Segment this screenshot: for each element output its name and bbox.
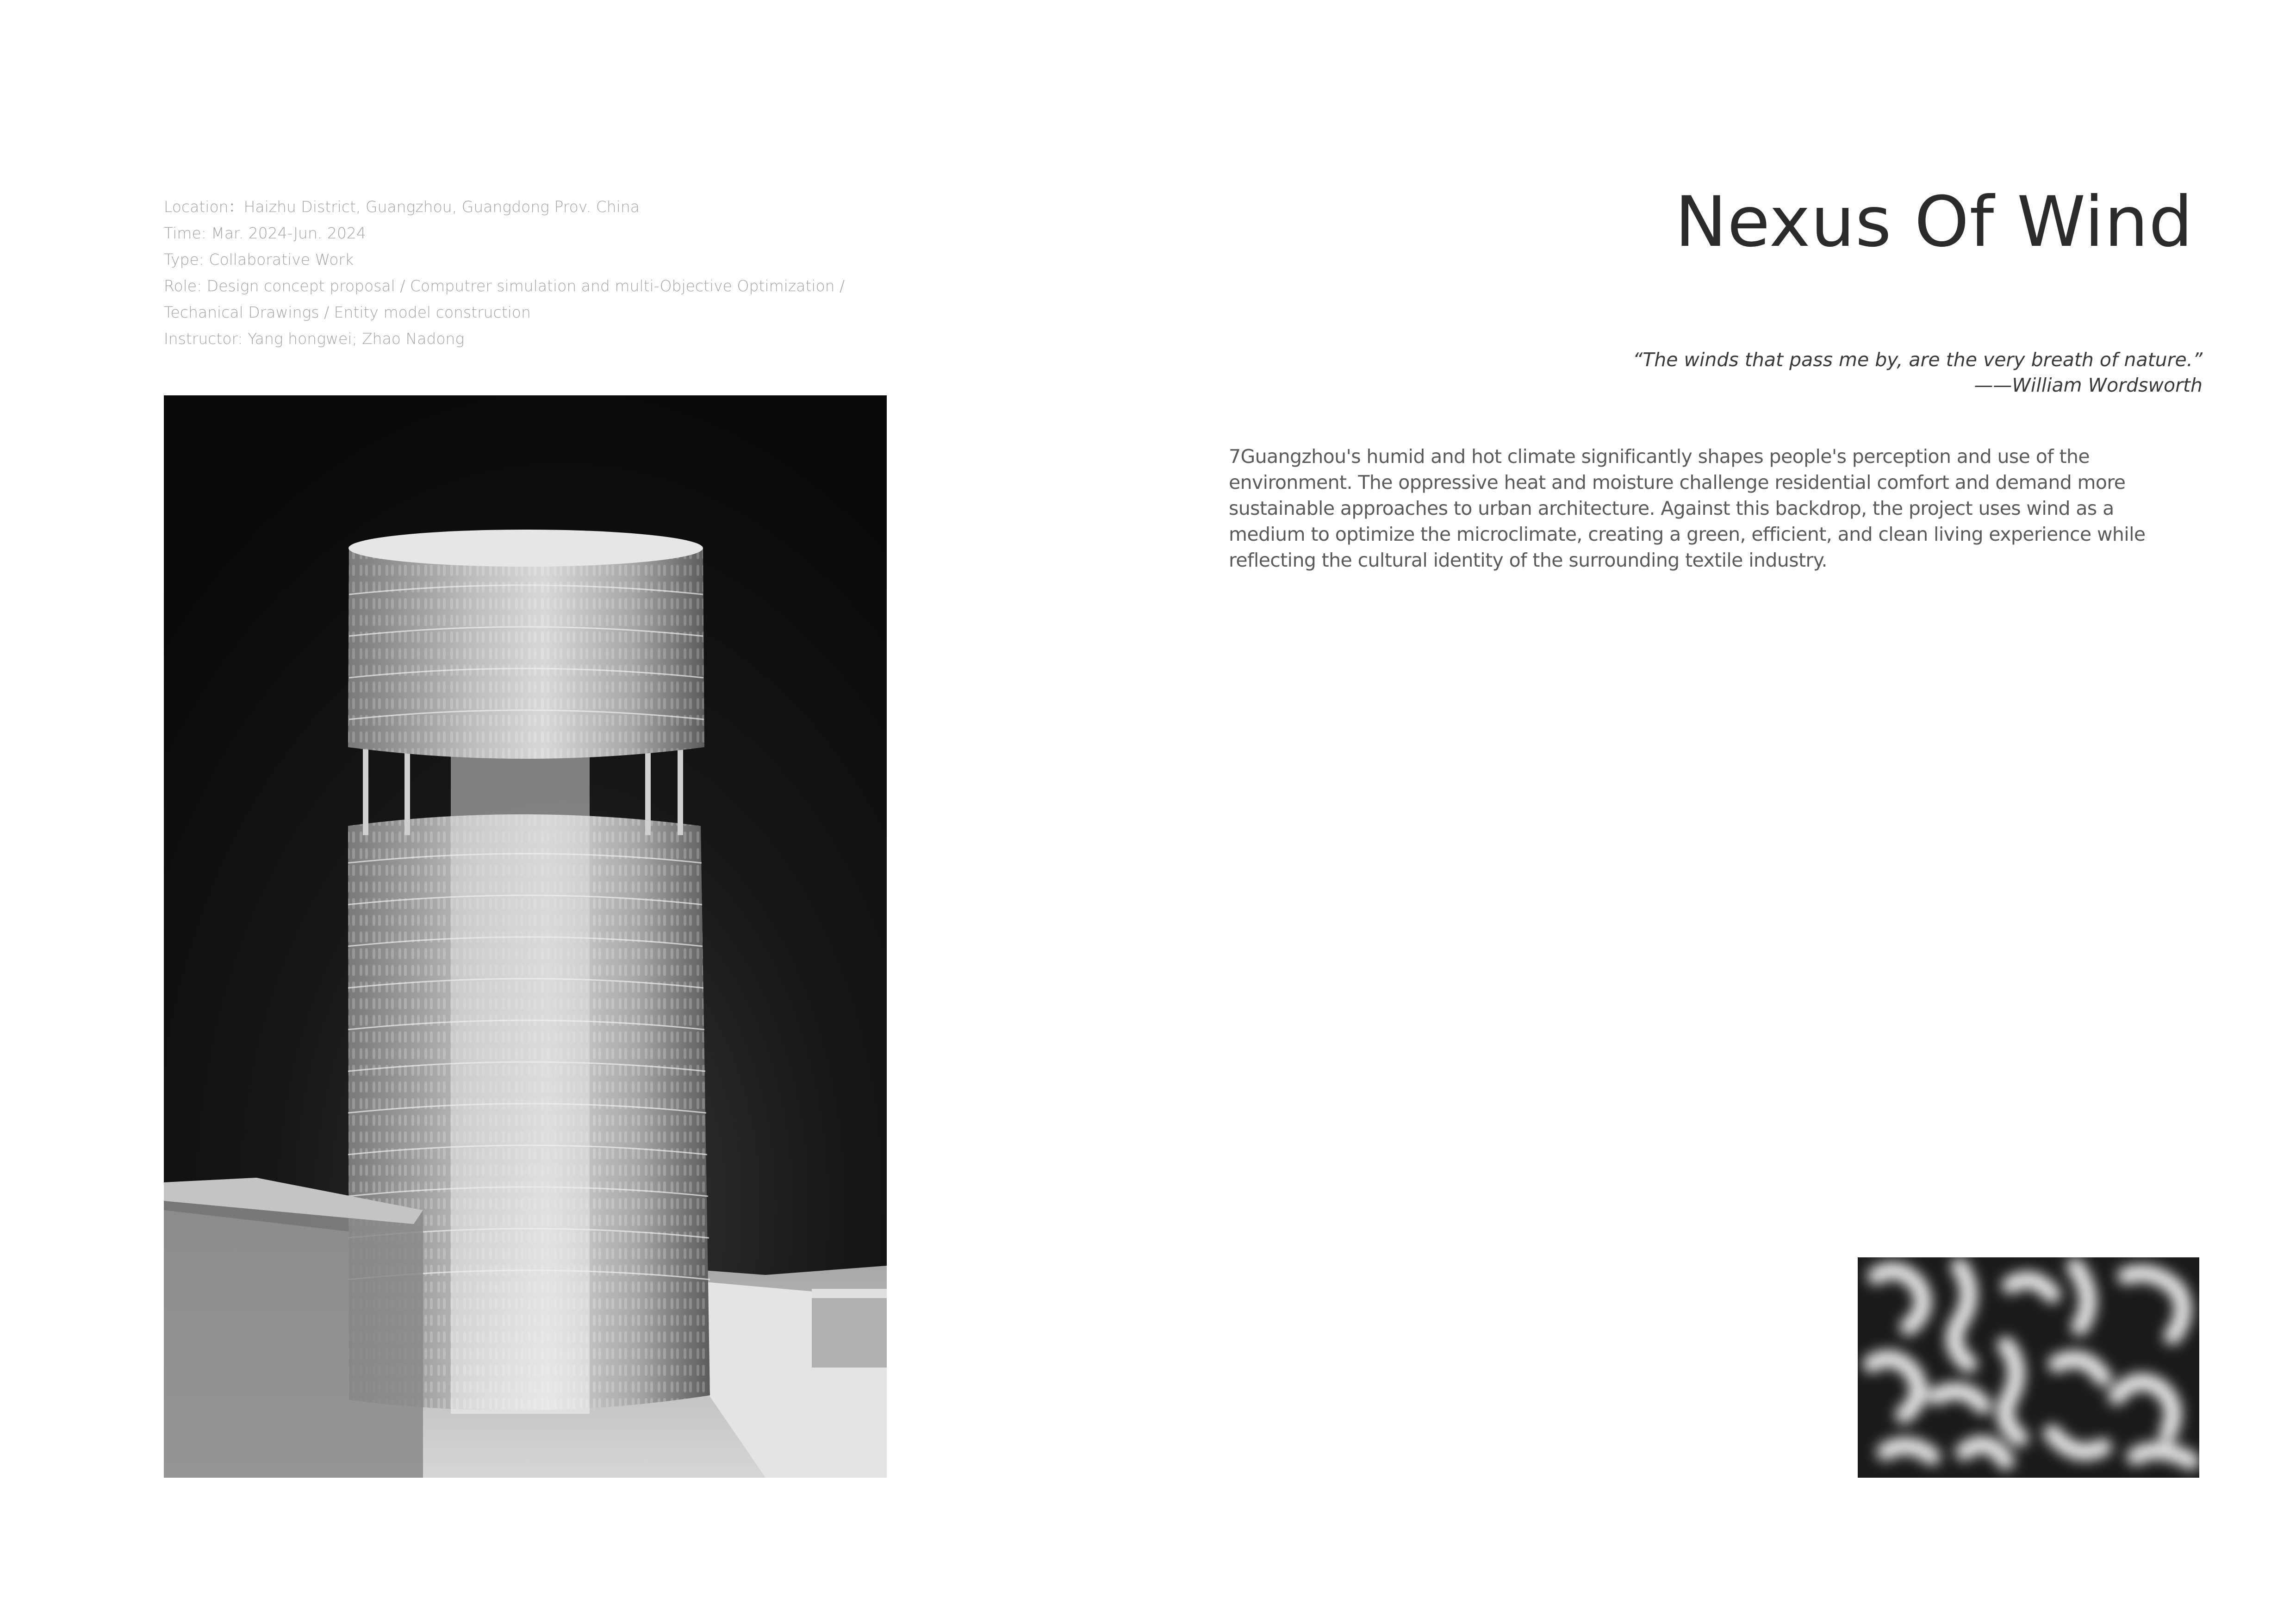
info-role: Role: Design concept proposal / Computrer simulation and multi-Objective Optimization /: [164, 277, 845, 295]
info-location: Location：Haizhu District, Guangzhou, Guangdong Prov. China: [164, 198, 640, 216]
tower-model-photo: [164, 395, 887, 1478]
quote-text: “The winds that pass me by, are the very breath of nature.”: [1632, 349, 2203, 371]
info-role-continued: Techanical Drawings / Entity model construction: [164, 303, 531, 321]
wind-pattern-texture: [1858, 1257, 2199, 1478]
project-description: 7Guangzhou's humid and hot climate significantly shapes people's perception and use of the environment. The oppressive heat and moisture challenge residential comfort and demand more sustainable approaches to urban architecture. Against this backdrop, the project uses wind as a medium to optimize the microclimate, creating a green, efficient, and clean living experience while reflecting the cultural identity of the surrounding textile industry.: [1229, 445, 2146, 571]
project-title: Nexus Of Wind: [1674, 182, 2193, 262]
project-info: [164, 194, 951, 352]
info-type: Type: Collaborative Work: [164, 250, 354, 269]
info-instructor: Instructor: Yang hongwei; Zhao Nadong: [164, 330, 465, 348]
quote-author: ——William Wordsworth: [1974, 374, 2203, 396]
quote-block: [1416, 347, 2203, 398]
info-time: Time: Mar. 2024-Jun. 2024: [164, 224, 366, 242]
